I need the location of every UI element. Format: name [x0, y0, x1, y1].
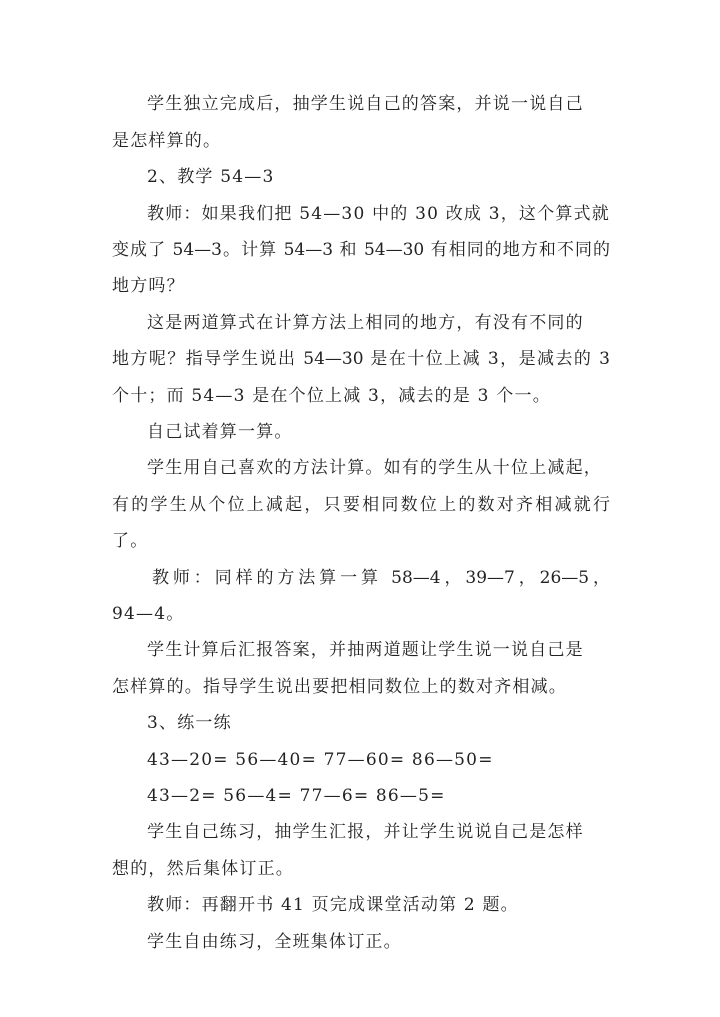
text-line: 自己试着算一算。	[147, 422, 293, 442]
text-line: 教师：再翻开书 41 页完成课堂活动第 2 题。	[147, 895, 519, 915]
text-line: 个十；而 54—3 是在个位上减 3，减去的是 3 个一。	[112, 386, 551, 406]
text-line: 怎样算的。指导学生说出要把相同数位上的数对齐相减。	[112, 677, 567, 697]
text-line: 地方吗？	[112, 276, 185, 296]
section-heading: 2、教学 54—3	[147, 167, 275, 187]
text-line: 学生自己练习，抽学生汇报，并让学生说说自己是怎样	[147, 822, 584, 842]
exercise-row: 43—20= 56—40= 77—60= 86—50=	[147, 750, 494, 770]
section-heading: 3、练一练	[147, 713, 232, 733]
text-line: 了。	[112, 531, 149, 551]
text-line: 教师：同样的方法算一算 58—4，39—7，26—5，	[152, 568, 610, 588]
text-line: 这是两道算式在计算方法上相同的地方，有没有不同的	[147, 313, 584, 333]
exercise-row: 43—2= 56—4= 77—6= 86—5=	[147, 786, 446, 806]
text-line: 是怎样算的。	[112, 131, 222, 151]
text-line: 地方呢？指导学生说出 54—30 是在十位上减 3，是减去的 3	[112, 349, 610, 369]
text-line: 94—4。	[112, 604, 185, 624]
text-line: 变成了 54—3。计算 54—3 和 54—30 有相同的地方和不同的	[112, 240, 610, 260]
text-line: 学生用自己喜欢的方法计算。如有的学生从十位上减起，	[147, 458, 602, 478]
text-line: 教师：如果我们把 54—30 中的 30 改成 3，这个算式就	[147, 204, 610, 224]
text-line: 想的，然后集体订正。	[112, 859, 294, 879]
text-line: 有的学生从个位上减起，只要相同数位上的数对齐相减就行	[112, 495, 610, 515]
text-line: 学生自由练习，全班集体订正。	[147, 932, 402, 952]
text-line: 学生独立完成后，抽学生说自己的答案，并说一说自己	[147, 94, 584, 114]
text-line: 学生计算后汇报答案，并抽两道题让学生说一说自己是	[147, 640, 584, 660]
